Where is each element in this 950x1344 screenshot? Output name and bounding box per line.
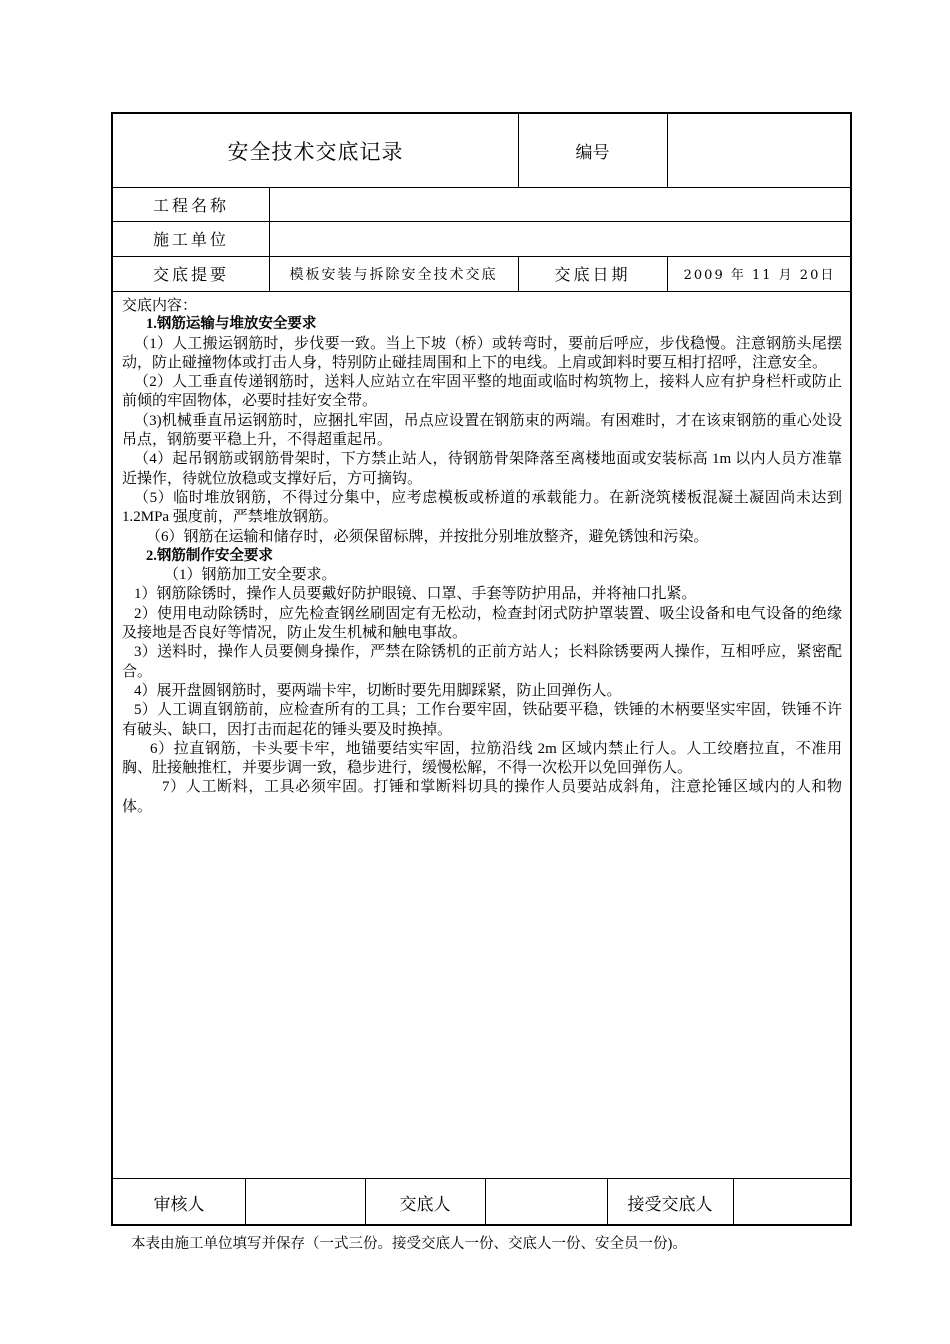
content-paragraph: 5）人工调直钢筋前，应检查所有的工具；工作台要牢固，铁砧要平稳，铁锤的木柄要坚实牢固，铁锤不许有破头、缺口，因打击而起花的锤头要及时换掉。: [122, 702, 842, 738]
number-field[interactable]: [667, 114, 852, 187]
content-paragraph: 3）送料时，操作人员要侧身操作，严禁在除锈机的正前方站人；长料除锈要两人操作，互相呼应，紧密配合。: [122, 644, 842, 680]
content-paragraphs: [122, 315, 842, 817]
number-label: 编号: [575, 143, 610, 163]
reviewer-field[interactable]: [245, 1178, 365, 1226]
construction-unit-label: 施工单位: [152, 230, 229, 249]
discloser-label: 交底人: [399, 1194, 451, 1215]
receiver-field[interactable]: [733, 1178, 852, 1226]
content-heading: 交底内容：: [122, 296, 198, 314]
summary-value[interactable]: 模板安装与拆除安全技术交底: [289, 266, 498, 283]
content-paragraph: 6）拉直钢筋，卡头要卡牢，地锚要结实牢固，拉筋沿线 2m 区域内禁止行人。人工绞磨拉直，不准用胸、肚接触推杠，并要步调一致，稳步进行，缓慢松解，不得一次松开以免回弹伤人。: [122, 740, 842, 777]
content-paragraph: （6）钢筋在运输和储存时，必须保留标牌，并按批分别堆放整齐，避免锈蚀和污染。: [146, 528, 709, 545]
receiver-label: 接受交底人: [627, 1194, 713, 1215]
content-paragraph: 1）钢筋除锈时，操作人员要戴好防护眼镜、口罩、手套等防护用品，并将袖口扎紧。: [134, 586, 697, 603]
content-paragraph: （2）人工垂直传递钢筋时，送料人应站立在牢固平整的地面或临时构筑物上，接料人应有护身栏杆或防止前倾的牢固物体，必要时挂好安全带。: [122, 374, 842, 410]
project-name-label: 工程名称: [152, 195, 229, 215]
form-footnote: 本表由施工单位填写并保存（一式三份。接受交底人一份、交底人一份、安全员一份)。: [131, 1236, 687, 1252]
discloser-field[interactable]: [485, 1178, 607, 1226]
date-value[interactable]: 2009 年 11 月 20日: [683, 268, 836, 283]
content-paragraph: 7）人工断料，工具必须牢固。打锤和掌断料切具的操作人员要站成斜角，注意抡锤区域内的人和物体。: [122, 779, 842, 815]
content-paragraph: （5）临时堆放钢筋，不得过分集中，应考虑模板或桥道的承载能力。在新浇筑楼板混凝土凝固尚未达到 1.2MPa 强度前，严禁堆放钢筋。: [122, 489, 842, 526]
content-paragraph: （3)机械垂直吊运钢筋时，应捆扎牢固，吊点应设置在钢筋束的两端。有困难时，才在该束钢筋的重心处设吊点，钢筋要平稳上升，不得超重起吊。: [122, 412, 842, 449]
section-heading: 2.钢筋制作安全要求: [146, 547, 273, 564]
date-label: 交底日期: [554, 265, 631, 284]
project-name-field[interactable]: [269, 187, 852, 221]
disclosure-content: [122, 296, 842, 817]
construction-unit-field[interactable]: [269, 221, 852, 256]
content-paragraph: （1）钢筋加工安全要求。: [164, 567, 337, 584]
form-title: 安全技术交底记录: [227, 139, 404, 164]
content-paragraph: （4）起吊钢筋或钢筋骨架时，下方禁止站人，待钢筋骨架降落至离楼地面或安装标高 1m 以内人员方准靠近操作，待就位放稳或支撑好后，方可摘钩。: [122, 451, 842, 487]
summary-label: 交底提要: [152, 265, 229, 284]
content-paragraph: 2）使用电动除锈时，应先检查钢丝刷固定有无松动，检查封闭式防护罩装置、吸尘设备和电气设备的绝缘及接地是否良好等情况，防止发生机械和触电事故。: [122, 605, 842, 642]
safety-disclosure-form: [111, 112, 852, 1226]
row-divider: [113, 291, 850, 292]
content-paragraph: （1）人工搬运钢筋时，步伐要一致。当上下坡（桥）或转弯时，要前后呼应，步伐稳慢。注意钢筋头尾摆动，防止碰撞物体或打击人身，特别防止碰挂周围和上下的电线。上肩或卸料时要互相打招呼，注意安全。: [122, 335, 842, 371]
reviewer-label: 审核人: [153, 1194, 205, 1215]
section-heading: 1.钢筋运输与堆放安全要求: [146, 316, 317, 333]
content-paragraph: 4）展开盘圆钢筋时，要两端卡牢，切断时要先用脚踩紧，防止回弹伤人。: [134, 682, 622, 699]
